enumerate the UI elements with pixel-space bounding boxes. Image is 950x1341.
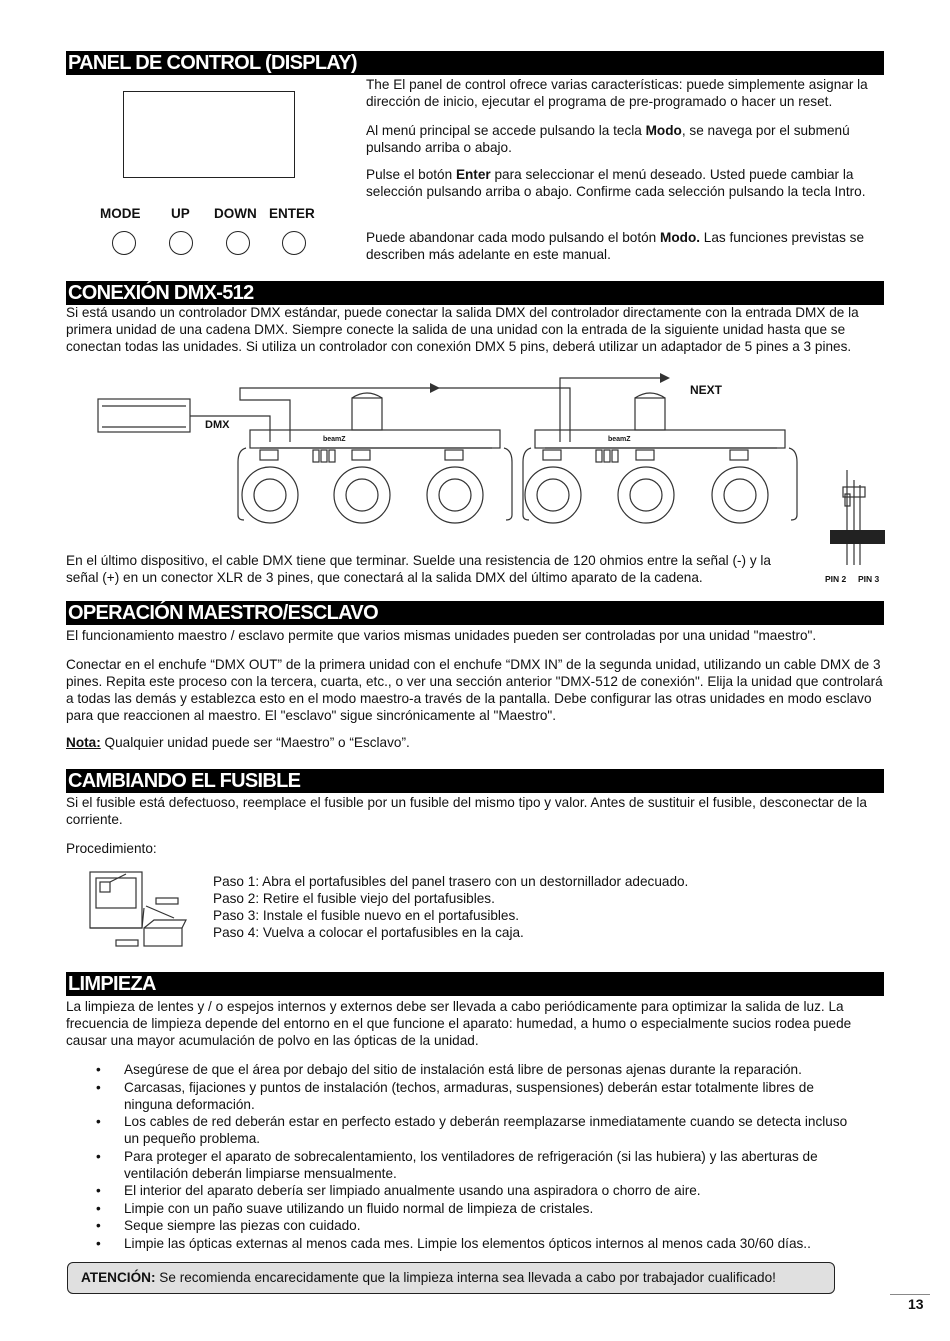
mode-button	[112, 231, 136, 255]
dmx-paragraph-1: Si está usando un controlador DMX estándar, puede conectar la salida DMX del controlador directamente con la entrada DMX de la primera unidad de una cadena DMX. Siempre conecte la salida de una unidad con la entrada de la siguiente unidad hasta que se conectan todas las unidades. Si utiliza un controlador con conexión DMX 5 pins, deberá utilizar un adaptador de 5 pines a 3 pines.	[66, 305, 859, 354]
page-number-rule	[890, 1294, 930, 1295]
svg-text:beamZ: beamZ	[608, 436, 631, 443]
fuse-holder-illustration	[86, 868, 191, 958]
list-item: • Limpie las ópticas externas al menos cada mes. Limpie los elementos ópticos internos al menos cada 30/60 días..	[96, 1235, 866, 1252]
svg-text:NEXT: NEXT	[690, 383, 723, 397]
up-label: UP	[171, 206, 190, 221]
panel-paragraph-4: Puede abandonar cada modo pulsando el botón Modo. Las funciones previstas se describen más adelante en este manual.	[366, 230, 864, 262]
down-button	[226, 231, 250, 255]
panel-paragraph-3: Pulse el botón Enter para seleccionar el menú deseado. Usted puede cambiar la selección pulsando arriba o abajo. Confirme cada selección pulsando la tecla Intro.	[366, 167, 866, 199]
fuse-paragraph-1: Si el fusible está defectuoso, reemplace el fusible por un fusible del mismo tipo y valor. Antes de sustituir el fusible, desconectar de la corriente.	[66, 795, 867, 827]
svg-text:PIN 3: PIN 3	[858, 574, 880, 584]
fuse-steps	[213, 873, 873, 941]
list-item: • Para proteger el aparato de sobrecalentamiento, los ventiladores de refrigeración (si las hubiera) y las aberturas de ventilación deberán limpiarse mensualmente.	[96, 1148, 866, 1182]
down-label: DOWN	[214, 206, 257, 221]
fuse-procedure-label: Procedimiento:	[66, 841, 157, 856]
list-item: • Asegúrese de que el área por debajo del sitio de instalación está libre de personas ajenas durante la reparación.	[96, 1061, 866, 1078]
section-title-cleaning: LIMPIEZA	[66, 972, 884, 996]
list-item: • Carcasas, fijaciones y puntos de instalación (techos, armaduras, suspensiones) deberán estar totalmente libres de ninguna deformación.	[96, 1079, 866, 1113]
section-title-master: OPERACIÓN MAESTRO/ESCLAVO	[66, 601, 884, 625]
warning-label: ATENCIÓN:	[81, 1270, 156, 1285]
list-item: • Seque siempre las piezas con cuidado.	[96, 1217, 866, 1234]
svg-text:beamZ: beamZ	[323, 436, 346, 443]
warning-box	[67, 1262, 835, 1294]
list-item: • Limpie con un paño suave utilizando un fluido normal de limpieza de cristales.	[96, 1200, 866, 1217]
fuse-step-4: Paso 4: Vuelva a colocar el portafusibles en la caja.	[213, 925, 524, 940]
fuse-step-3: Paso 3: Instale el fusible nuevo en el portafusibles.	[213, 908, 520, 923]
list-item: • Los cables de red deberán estar en perfecto estado y deberán reemplazarse inmediatamente cuando se detecta incluso un pequeño problema.	[96, 1113, 866, 1147]
page-number: 13	[908, 1296, 924, 1312]
list-item: • El interior del aparato debería ser limpiado anualmente usando una aspiradora o chorro de aire.	[96, 1182, 866, 1199]
master-paragraph-1: El funcionamiento maestro / esclavo permite que varios mismas unidades pueden ser controladas por una unidad "maestro".	[66, 628, 817, 643]
master-paragraph-2: Conectar en el enchufe “DMX OUT” de la primera unidad con el enchufe “DMX IN” de la segunda unidad, utilizando un cable DMX de 3 pines. Repita este proceso con la tercera, cuarta, etc., o ver una sección anterior "DMX-512 de conexión". Elija la unidad que controlará a todas las demás y establezca esto en el modo maestro-a través de la pantalla. Debe configurar las otras unidades en modo esclavo para que reaccionen al maestro. El "esclavo" sigue sincrónicamente al "Maestro".	[66, 657, 883, 723]
section-title-fuse: CAMBIANDO EL FUSIBLE	[66, 769, 884, 793]
warning-text: Se recomienda encarecidamente que la limpieza interna sea llevada a cabo por trabajador cualificado!	[155, 1270, 776, 1285]
fuse-step-1: Paso 1: Abra el portafusibles del panel trasero con un destornillador adecuado.	[213, 874, 689, 889]
panel-paragraph-2: Al menú principal se accede pulsando la tecla Modo, se navega por el submenú pulsando arriba o abajo.	[366, 123, 850, 155]
fuse-step-2: Paso 2: Retire el fusible viejo del portafusibles.	[213, 891, 495, 906]
section-title-dmx: CONEXIÓN DMX-512	[66, 281, 884, 305]
svg-text:PIN 2: PIN 2	[825, 574, 847, 584]
enter-label: ENTER	[269, 206, 315, 221]
display-screen	[123, 91, 295, 178]
up-button	[169, 231, 193, 255]
mode-label: MODE	[100, 206, 141, 221]
svg-text:DMX: DMX	[205, 419, 230, 431]
master-note: Nota: Qualquier unidad puede ser “Maestro” o “Esclavo”.	[66, 735, 410, 750]
cleaning-paragraph-1: La limpieza de lentes y / o espejos internos y externos debe ser llevada a cabo periódicamente para optimizar la salida de luz. La frecuencia de limpieza depende del entorno en el que funcione el aparato: humedad, a humo o especialmente sucios rodea puede causar una mayor acumulación de polvo en las ópticas de la unidad.	[66, 999, 852, 1048]
section-title-panel: PANEL DE CONTROL (DISPLAY)	[66, 51, 884, 75]
dmx-paragraph-2: En el último dispositivo, el cable DMX tiene que terminar. Suelde una resistencia de 120 ohmios entre la señal (-) y la señal (+) en un conector XLR de 3 pines, que conectará al la salida DMX del último aparato de la cadena.	[66, 553, 771, 585]
panel-paragraph-1: The El panel de control ofrece varias características: puede simplemente asignar la dirección de inicio, ejecutar el programa de pre-programado o hacer un reset.	[366, 77, 868, 109]
cleaning-bullet-list	[96, 1061, 866, 1252]
enter-button	[282, 231, 306, 255]
